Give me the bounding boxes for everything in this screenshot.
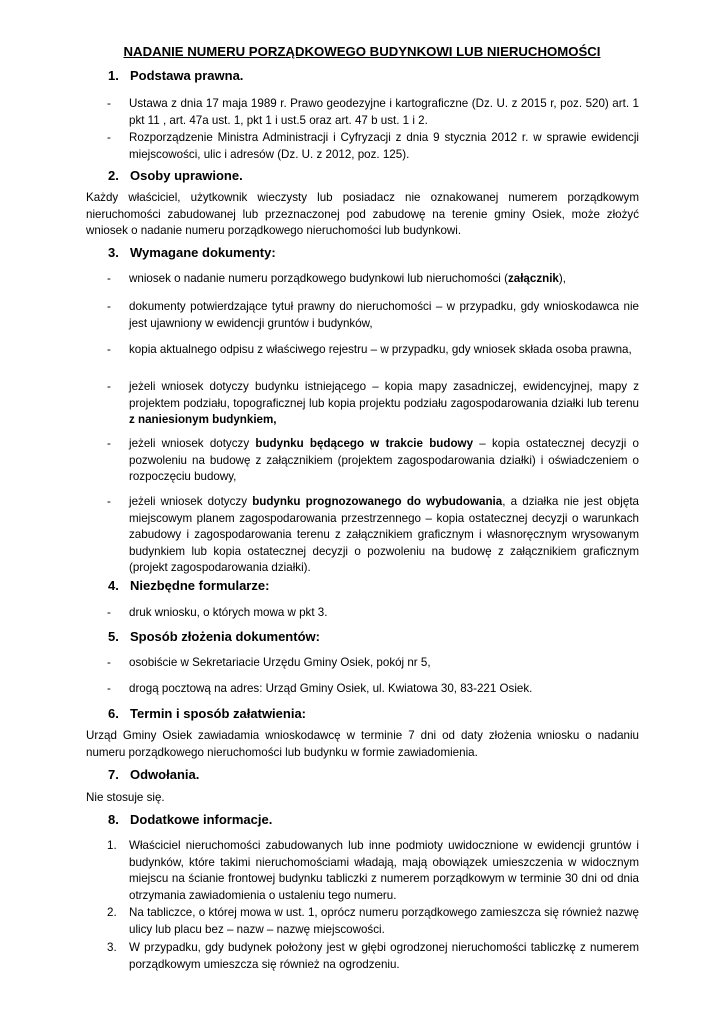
legal-basis-item: [107, 130, 639, 163]
bullet: -: [107, 380, 111, 393]
document-title: NADANIE NUMERU PORZĄDKOWEGO BUDYNKOWI LUB NIERUCHOMOŚCI: [123, 44, 601, 59]
list-number: 3.: [107, 941, 117, 954]
legal-basis-text: Rozporządzenie Ministra Administracji i Cyfryzacji z dnia 9 stycznia 2012 r. w sprawie ewidencji miejscowości, ulic i adresów (Dz. U. z 2012, poz. 125).: [129, 131, 639, 161]
submission-method-item: [107, 681, 639, 698]
section-title: Termin i sposób załatwienia:: [130, 706, 307, 721]
section-3-heading: [108, 245, 276, 260]
form-text: druk wniosku, o których mowa w pkt 3.: [129, 606, 328, 619]
appeals-text: Nie stosuje się.: [86, 791, 165, 804]
submission-method-text: drogą pocztową na adres: Urząd Gminy Osiek, ul. Kwiatowa 30, 83-221 Osiek.: [129, 682, 533, 695]
required-document-text: kopia aktualnego odpisu z właściwego rejestru – w przypadku, gdy wniosek składa osoba prawna,: [129, 343, 632, 356]
section-1-heading: [108, 68, 243, 83]
required-document-item: [107, 271, 639, 288]
list-number: 2.: [107, 906, 117, 919]
submission-method-text: osobiście w Sekretariacie Urzędu Gminy Osiek, pokój nr 5,: [129, 656, 431, 669]
bullet: -: [107, 437, 111, 450]
legal-basis-item: [107, 96, 639, 129]
bullet: -: [107, 300, 111, 313]
additional-info-text: Na tabliczce, o której mowa w ust. 1, oprócz numeru porządkowego zamieszcza się również nazwę ulicy lub placu bez – nazw – nazwę miejscowości.: [129, 906, 639, 936]
section-title: Dodatkowe informacje.: [130, 812, 273, 827]
section-title: Sposób złożenia dokumentów:: [130, 629, 320, 644]
section-title: Niezbędne formularze:: [130, 578, 270, 593]
required-document-item: [107, 494, 639, 577]
required-document-item: [107, 299, 639, 332]
required-document-item: [107, 379, 639, 429]
section-number: 6.: [108, 706, 119, 721]
additional-info-text: W przypadku, gdy budynek położony jest w głębi ogrodzonej nieruchomości tabliczkę z numerem porządkowym umieszcza się również na ogrodzeniu.: [129, 941, 639, 971]
section-title: Osoby uprawione.: [130, 168, 243, 183]
section-2-heading: [108, 168, 243, 183]
submission-method-item: [107, 655, 639, 672]
section-number: 1.: [108, 68, 119, 83]
section-number: 3.: [108, 245, 119, 260]
required-document-item: [107, 436, 639, 486]
bullet: -: [107, 606, 111, 619]
form-item: [107, 605, 639, 622]
section-title: Wymagane dokumenty:: [130, 245, 276, 260]
additional-info-item: [107, 838, 639, 904]
bullet: -: [107, 131, 111, 144]
section-7-heading: [108, 767, 199, 782]
bullet: -: [107, 682, 111, 695]
required-document-text: wniosek o nadanie numeru porządkowego budynkowi lub nieruchomości (załącznik),: [129, 272, 566, 285]
list-number: 1.: [107, 839, 117, 852]
section-number: 4.: [108, 578, 119, 593]
required-document-text: jeżeli wniosek dotyczy budynku istniejącego – kopia mapy zasadniczej, ewidencyjnej, mapy z projektem podziału, topograficznej lub kopia projektu podziału zagospodarowania działki lub terenu z naniesionym budynkiem,: [129, 380, 639, 427]
bullet: -: [107, 272, 111, 285]
bullet: -: [107, 343, 111, 356]
section-number: 2.: [108, 168, 119, 183]
additional-info-text: Właściciel nieruchomości zabudowanych lub inne podmioty uwidocznione w ewidencji gruntów i budynków, które takimi nieruchomościami władają, mają obowiązek umieszczenia w widocznym miejscu na ścianie frontowej budynku tabliczki z numerem porządkowym w terminie 30 dni od dnia otrzymania zawiadomienia o ustaleniu tego numeru.: [129, 839, 639, 902]
bullet: -: [107, 656, 111, 669]
section-6-heading: [108, 706, 306, 721]
additional-info-item: [107, 940, 639, 973]
section-number: 5.: [108, 629, 119, 644]
additional-info-item: [107, 905, 639, 938]
required-document-text: jeżeli wniosek dotyczy budynku prognozowanego do wybudowania, a działka nie jest objęta miejscowym planem zagospodarowania przestrzennego – kopia ostatecznej decyzji o warunkach zabudowy i zagospodarowania terenu z załącznikiem graficznym i własnoręcznym wrysowanym budynkiem lub kopia ostatecznej decyzji o pozwoleniu na budowę z załącznikiem graficznym (projekt zagospodarowania działki).: [129, 495, 640, 575]
section-number: 8.: [108, 812, 119, 827]
eligible-persons-text: Każdy właściciel, użytkownik wieczysty lub posiadacz nie oznakowanej numerem porządkowym nieruchomości zabudowanej lub przeznaczonej pod zabudowę na terenie gminy Osiek, może złożyć wniosek o nadanie numeru porządkowego nieruchomości lub budynkowi.: [86, 191, 639, 238]
section-title: Odwołania.: [130, 767, 200, 782]
required-document-text: jeżeli wniosek dotyczy budynku będącego w trakcie budowy – kopia ostatecznej decyzji o pozwoleniu na budowę z załącznikiem (projektem zagospodarowania działki) i oświadczeniem o rozpoczęciu budowy,: [129, 437, 639, 484]
section-number: 7.: [108, 767, 119, 782]
section-title: Podstawa prawna.: [130, 68, 244, 83]
processing-time-text: Urząd Gminy Osiek zawiadamia wnioskodawcę w terminie 7 dni od daty złożenia wniosku o nadaniu numeru porządkowego nieruchomości lub budynku w formie zawiadomienia.: [86, 729, 639, 759]
bullet: -: [107, 97, 111, 110]
required-document-text: dokumenty potwierdzające tytuł prawny do nieruchomości – w przypadku, gdy wnioskodawca nie jest ujawniony w ewidencji gruntów i budynków,: [129, 300, 639, 330]
section-4-heading: [108, 578, 269, 593]
section-5-heading: [108, 629, 320, 644]
legal-basis-text: Ustawa z dnia 17 maja 1989 r. Prawo geodezyjne i kartograficzne (Dz. U. z 2015 r, poz. 520) art. 1 pkt 11 , art. 47a ust. 1, pkt 1 i ust.5 oraz art. 47 b ust. 1 i 2.: [129, 97, 639, 127]
required-document-item: [107, 342, 639, 359]
bullet: -: [107, 495, 111, 508]
section-8-heading: [108, 812, 272, 827]
